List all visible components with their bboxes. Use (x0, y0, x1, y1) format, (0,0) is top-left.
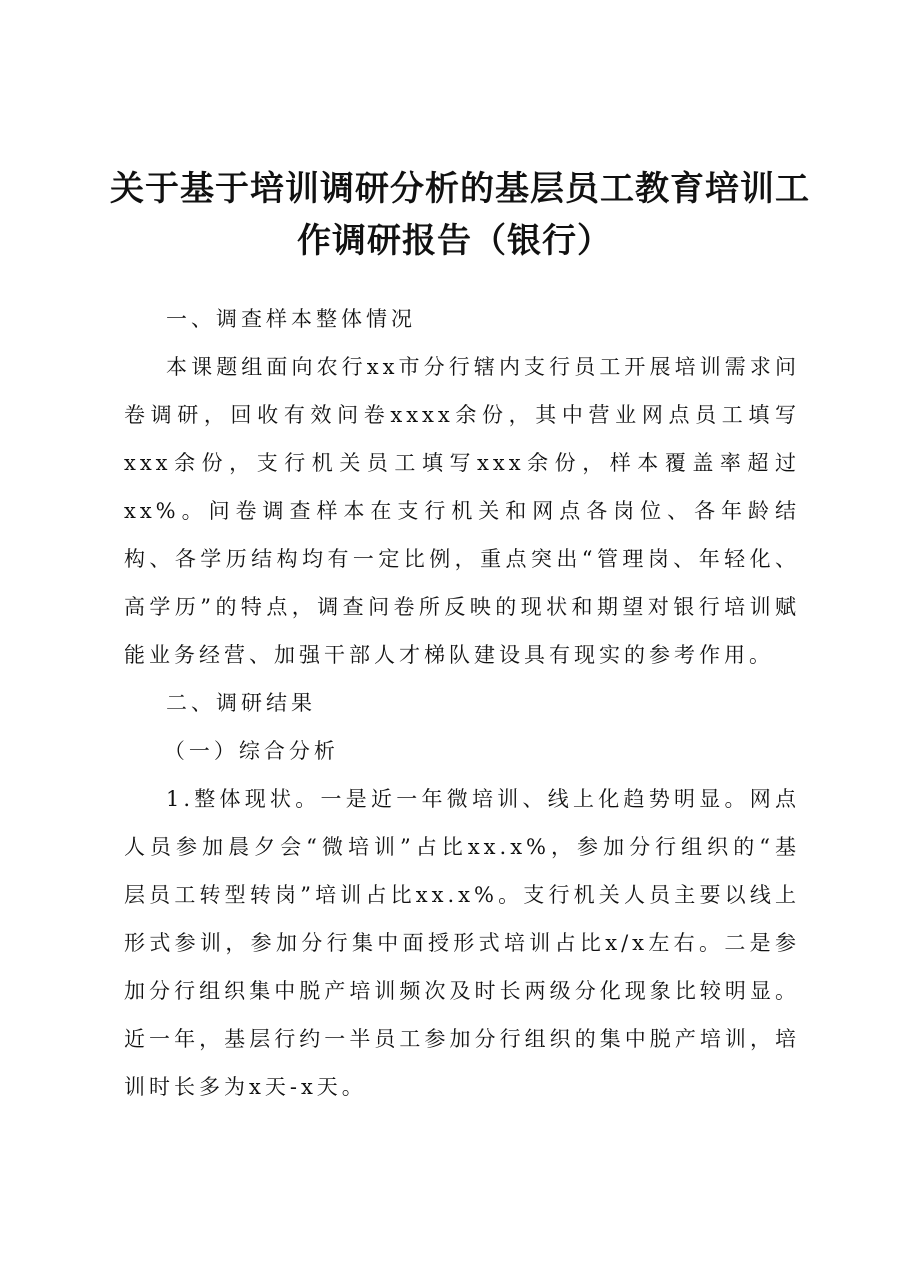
section-heading-results: 二、调研结果 (166, 691, 316, 715)
paragraph-overall-status: 1.整体现状。一是近一年微培训、线上化趋势明显。网点人员参加晨夕会“微培训”占比xx.x%，参加分行组织的“基层员工转型转岗”培训占比xx.x%。支行机关人员主要以线上形式参训，参加分行集中面授形式培训占比x/x左右。二是参加分行组织集中脱产培训频次及时长两级分化现象比较明显。近一年，基层行约一半员工参加分行组织的集中脱产培训，培训时长多为x天-x天。 (124, 787, 800, 1099)
paragraph-sample-description: 本课题组面向农行xx市分行辖内支行员工开展培训需求问卷调研，回收有效问卷xxxx余份，其中营业网点员工填写xxx余份，支行机关员工填写xxx余份，样本覆盖率超过xx%。问卷调查样本在支行机关和网点各岗位、各年龄结构、各学历结构均有一定比例，重点突出“管理岗、年轻化、高学历”的特点，调查问卷所反映的现状和期望对银行培训赋能业务经营、加强干部人才梯队建设具有现实的参考作用。 (124, 355, 800, 667)
document-title-line-2: 作调研报告（银行） (297, 221, 612, 261)
document-title (110, 163, 810, 267)
section-heading-sample-overview: 一、调查样本整体情况 (166, 307, 416, 331)
document-body (124, 295, 800, 1111)
document-title-line-1: 关于基于培训调研分析的基层员工教育培训工 (110, 169, 810, 209)
subsection-heading-comprehensive-analysis: （一）综合分析 (163, 739, 339, 763)
